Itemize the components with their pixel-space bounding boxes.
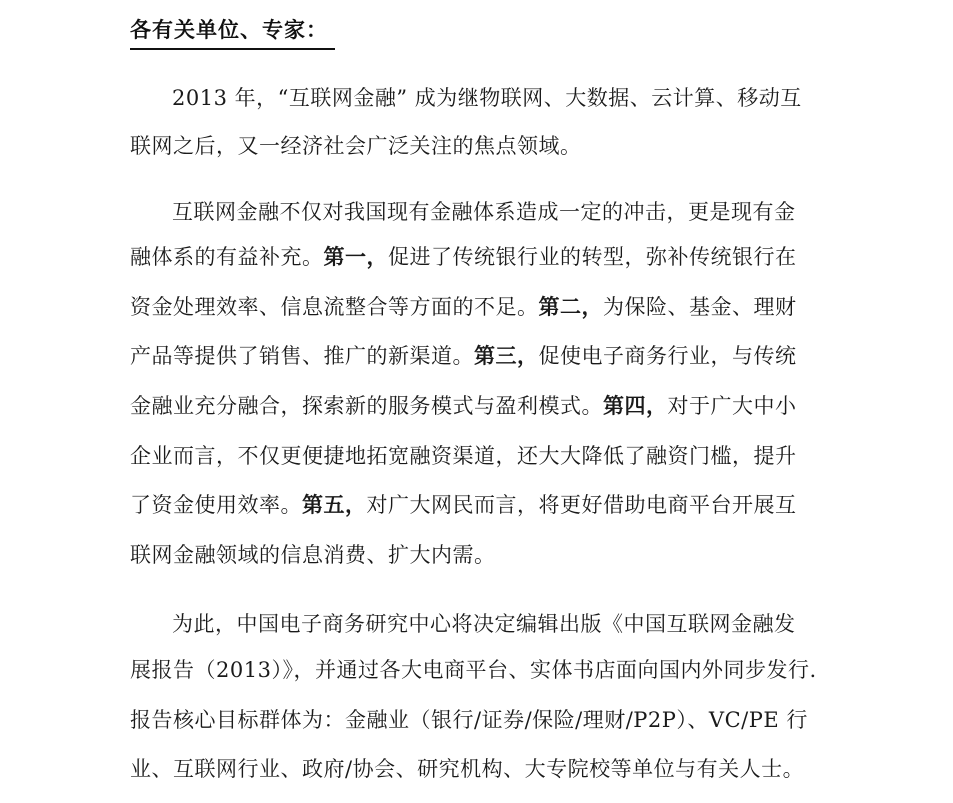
paragraph2-line7 (130, 489, 797, 521)
point-fifth-label: 第五， (302, 493, 367, 517)
paragraph2-line3-text-b: 为保险、基金、理财 (603, 295, 797, 319)
paragraph2-line5-text-a: 金融业充分融合，探索新的服务模式与盈利模式。 (130, 394, 603, 418)
paragraph2-line2 (130, 241, 797, 273)
paragraph2-line5 (130, 390, 797, 422)
paragraph3-line1: 为此，中国电子商务研究中心将决定编辑出版《中国互联网金融发 (172, 612, 796, 636)
paragraph1-line1: 2013 年，“互联网金融” 成为继物联网、大数据、云计算、移动互 (172, 86, 802, 110)
paragraph3-line4: 业、互联网行业、政府/协会、研究机构、大专院校等单位与有关人士。 (130, 757, 805, 781)
paragraph3-line3: 报告核心目标群体为：金融业（银行/证券/保险/理财/P2P）、VC/PE 行 (130, 708, 808, 732)
point-second-label: 第二， (538, 295, 603, 319)
paragraph2-line1: 互联网金融不仅对我国现有金融体系造成一定的冲击，更是现有金 (172, 200, 796, 224)
paragraph3-line2: 展报告（2013）》，并通过各大电商平台、实体书店面向国内外同步发行. (130, 658, 817, 682)
point-third-label: 第三， (474, 344, 539, 368)
paragraph2-line2-text-a: 融体系的有益补充。 (130, 245, 324, 269)
paragraph2-line4-text-b: 促使电子商务行业，与传统 (538, 344, 797, 368)
salutation-heading: 各有关单位、专家： (130, 14, 335, 50)
paragraph2-line7-text-b: 对广大网民而言，将更好借助电商平台开展互 (366, 493, 797, 517)
paragraph2-line2-text-b: 促进了传统银行业的转型，弥补传统银行在 (388, 245, 797, 269)
paragraph1-line2: 联网之后，又一经济社会广泛关注的焦点领域。 (130, 134, 582, 158)
paragraph2-line7-text-a: 了资金使用效率。 (130, 493, 302, 517)
point-first-label: 第一， (323, 245, 388, 269)
paragraph2-line3 (130, 291, 797, 323)
point-fourth-label: 第四， (603, 394, 668, 418)
paragraph2-line5-text-b: 对于广大中小 (667, 394, 797, 418)
paragraph2-line4 (130, 340, 797, 372)
paragraph2-line4-text-a: 产品等提供了销售、推广的新渠道。 (130, 344, 474, 368)
paragraph2-line6: 企业而言，不仅更便捷地拓宽融资渠道，还大大降低了融资门槛，提升 (130, 444, 797, 468)
paragraph2-line8: 联网金融领域的信息消费、扩大内需。 (130, 543, 496, 567)
paragraph2-line3-text-a: 资金处理效率、信息流整合等方面的不足。 (130, 295, 539, 319)
